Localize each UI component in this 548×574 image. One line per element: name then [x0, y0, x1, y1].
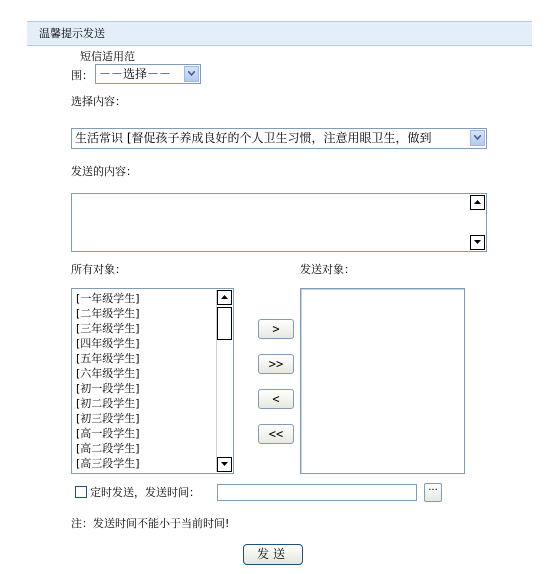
scroll-up-icon[interactable] — [470, 195, 485, 210]
send-content-label: 发送的内容： — [71, 165, 137, 178]
scroll-down-icon[interactable] — [217, 457, 232, 472]
scroll-thumb[interactable] — [217, 307, 232, 340]
list-item[interactable]: [初一段学生] — [76, 382, 140, 395]
scroll-down-icon[interactable] — [470, 235, 485, 250]
date-picker-button[interactable] — [424, 483, 442, 502]
scheduled-send-checkbox[interactable] — [75, 486, 87, 498]
time-note: 注：发送时间不能小于当前时间! — [71, 517, 230, 530]
add-target-button[interactable]: > — [258, 319, 294, 339]
content-select-label: 选择内容： — [71, 95, 126, 108]
all-targets-label: 所有对象： — [71, 263, 126, 276]
panel-header — [27, 21, 532, 46]
scroll-up-icon[interactable] — [217, 290, 232, 305]
list-item[interactable]: [高一段学生] — [76, 427, 140, 440]
list-item[interactable]: [六年级学生] — [76, 367, 140, 380]
chevron-down-icon[interactable] — [184, 66, 199, 82]
range-label-line1: 短信适用范 — [80, 50, 135, 63]
list-item[interactable]: [五年级学生] — [76, 352, 140, 365]
add-all-targets-button[interactable]: >> — [258, 354, 294, 374]
list-item[interactable]: [高三段学生] — [76, 457, 140, 470]
remove-all-targets-button[interactable]: << — [258, 424, 294, 444]
range-select-value: －－选择－－ — [99, 67, 172, 81]
list-item[interactable]: [高二段学生] — [76, 442, 140, 455]
panel-title: 温馨提示发送 — [39, 27, 105, 40]
list-item[interactable]: [三年级学生] — [76, 322, 140, 335]
send-targets-listbox[interactable] — [300, 288, 465, 474]
send-button[interactable]: 发送 — [243, 544, 303, 565]
list-item[interactable]: [一年级学生] — [76, 292, 140, 305]
textarea-scrollbar[interactable] — [470, 195, 485, 250]
content-select-value: 生活常识 [督促孩子养成良好的个人卫生习惯，注意用眼卫生，做到 — [75, 131, 432, 145]
send-targets-label: 发送对象： — [300, 263, 355, 276]
list-item[interactable]: [初三段学生] — [76, 412, 140, 425]
send-content-textarea[interactable] — [71, 193, 487, 252]
list-item[interactable]: [二年级学生] — [76, 307, 140, 320]
listbox-scrollbar[interactable] — [216, 290, 232, 472]
all-targets-listbox[interactable] — [71, 288, 234, 474]
remove-target-button[interactable]: < — [258, 389, 294, 409]
range-select[interactable] — [95, 64, 201, 84]
list-item[interactable]: [四年级学生] — [76, 337, 140, 350]
send-time-input[interactable] — [217, 484, 417, 501]
content-select[interactable] — [71, 128, 487, 149]
ellipsis-icon: ··· — [428, 485, 438, 496]
scheduled-send-label: 定时发送，发送时间： — [90, 486, 200, 499]
chevron-down-icon[interactable] — [470, 130, 485, 146]
list-item[interactable]: [初二段学生] — [76, 397, 140, 410]
range-label-line2: 围： — [71, 69, 93, 82]
